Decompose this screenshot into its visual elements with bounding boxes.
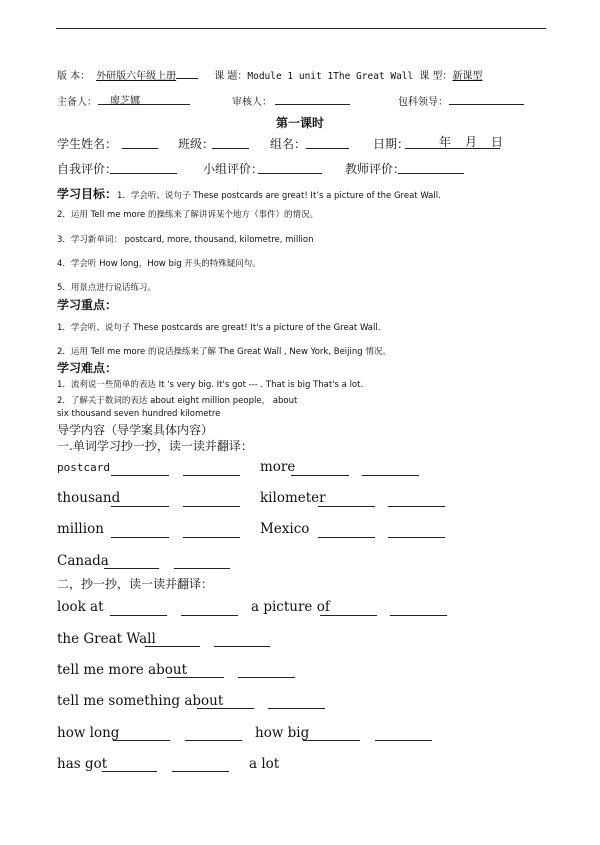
lesson-label: 课 题： bbox=[214, 71, 248, 82]
answer-blank[interactable] bbox=[181, 615, 238, 616]
teacher-eval-label: 教师评价： bbox=[345, 162, 406, 176]
answer-blank[interactable] bbox=[111, 537, 169, 538]
phrase-tell-me-more-about: tell me more about bbox=[57, 662, 188, 678]
phrase-look-at: look at bbox=[57, 599, 104, 615]
objective-item: 3．学习新单词： postcard, more, thousand, kilometre, million bbox=[57, 235, 314, 245]
preparer-value: 廖芝娜 bbox=[110, 96, 140, 107]
edition-value: 外研版六年级上册 bbox=[96, 71, 177, 82]
answer-blank[interactable] bbox=[111, 475, 169, 476]
answer-blank[interactable] bbox=[104, 568, 159, 569]
phrase-tell-me-something-about: tell me something about bbox=[57, 693, 224, 709]
self-eval-blank[interactable] bbox=[110, 173, 177, 174]
difficulty-item: 1．流利说一些简单的表达 It 's very big. It's got --- . That is big That's a lot. bbox=[57, 380, 364, 390]
group-eval-blank[interactable] bbox=[258, 173, 322, 174]
answer-blank[interactable] bbox=[238, 677, 295, 678]
header-row-1 bbox=[57, 67, 482, 82]
phrase-a-lot: a lot bbox=[249, 756, 280, 772]
answer-blank[interactable] bbox=[362, 475, 419, 476]
part1-title: 一.单词学习抄一抄，读一读并翻译： bbox=[57, 439, 253, 453]
date-year: 年 bbox=[439, 135, 452, 149]
leader-blank[interactable] bbox=[449, 104, 524, 105]
answer-blank[interactable] bbox=[183, 475, 240, 476]
class-label: 班级： bbox=[178, 137, 215, 151]
word-postcard: postcard bbox=[57, 461, 110, 474]
date-blank[interactable] bbox=[405, 148, 500, 149]
type-label: 课 型： bbox=[419, 71, 453, 82]
objective-item: 2．运用 Tell me more 的操练来了解讲诉某个地方（事件）的情况。 bbox=[57, 210, 318, 220]
section-title: 第一课时 bbox=[276, 116, 325, 130]
date-day: 日 bbox=[491, 135, 504, 149]
answer-blank[interactable] bbox=[145, 646, 200, 647]
key-point-item: 2．运用 Tell me more 的说话操练来了解 The Great Wall , New York, Beijing 情况。 bbox=[57, 347, 391, 357]
student-name-blank[interactable] bbox=[122, 148, 158, 149]
answer-blank[interactable] bbox=[172, 771, 229, 772]
teacher-eval-blank[interactable] bbox=[398, 173, 464, 174]
date-month: 月 bbox=[465, 135, 478, 149]
class-blank[interactable] bbox=[212, 148, 249, 149]
student-name-label: 学生姓名： bbox=[57, 137, 118, 151]
reviewer-blank[interactable] bbox=[275, 104, 350, 105]
phrase-the-great-wall: the Great Wall bbox=[57, 631, 156, 647]
objective-item: 5．用景点进行说话练习。 bbox=[57, 283, 156, 293]
answer-blank[interactable] bbox=[102, 771, 157, 772]
answer-blank[interactable] bbox=[291, 475, 349, 476]
word-canada: Canada bbox=[57, 553, 109, 569]
edition-underline bbox=[176, 67, 198, 79]
part2-title: 二，抄一抄，读一读并翻译： bbox=[57, 577, 214, 591]
objectives-heading: 学习目标： bbox=[57, 187, 118, 201]
answer-blank[interactable] bbox=[185, 740, 242, 741]
difficulty-item: six thousand seven hundred kilometre bbox=[57, 409, 221, 419]
phrase-a-picture-of: a picture of bbox=[251, 599, 330, 615]
difficulty-item: 2．了解关于数词的表达 about eight million people， about bbox=[57, 396, 298, 406]
answer-blank[interactable] bbox=[183, 537, 240, 538]
answer-blank[interactable] bbox=[113, 740, 170, 741]
preparer-label: 主备人： bbox=[57, 97, 97, 108]
objective-item: 4．学会听 How long，How big 开头的特殊疑问句。 bbox=[57, 259, 261, 269]
self-eval-label: 自我评价： bbox=[57, 162, 118, 176]
phrase-how-big: how big bbox=[255, 725, 310, 741]
top-rule bbox=[56, 28, 546, 29]
leader-label: 包科领导： bbox=[398, 97, 448, 108]
group-eval-label: 小组评价： bbox=[203, 162, 264, 176]
phrase-has-got: has got bbox=[57, 756, 108, 772]
answer-blank[interactable] bbox=[318, 506, 375, 507]
word-mexico: Mexico bbox=[260, 521, 310, 537]
word-more: more bbox=[260, 459, 296, 475]
phrase-how-long: how long bbox=[57, 725, 120, 741]
answer-blank[interactable] bbox=[111, 506, 169, 507]
answer-blank[interactable] bbox=[390, 615, 447, 616]
word-kilometer: kilometer bbox=[260, 490, 326, 506]
difficulties-heading: 学习难点： bbox=[57, 361, 118, 375]
answer-blank[interactable] bbox=[174, 568, 230, 569]
answer-blank[interactable] bbox=[320, 615, 377, 616]
group-label: 组名： bbox=[270, 137, 307, 151]
lesson-value: Module 1 unit 1The Great Wall bbox=[247, 71, 414, 82]
word-million: million bbox=[57, 521, 104, 537]
answer-blank[interactable] bbox=[388, 506, 445, 507]
type-value: 新课型 bbox=[452, 71, 483, 82]
answer-blank[interactable] bbox=[183, 506, 240, 507]
answer-blank[interactable] bbox=[110, 615, 167, 616]
reviewer-label: 审核人： bbox=[232, 97, 272, 108]
objectives-line-1 bbox=[57, 183, 441, 202]
objective-item: 1．学会听、说句子 These postcards are great! It’s a picture of the Great Wall. bbox=[117, 191, 441, 201]
date-label: 日期： bbox=[373, 137, 410, 151]
answer-blank[interactable] bbox=[214, 646, 270, 647]
answer-blank[interactable] bbox=[197, 708, 254, 709]
edition-label: 版 本： bbox=[57, 71, 91, 82]
answer-blank[interactable] bbox=[268, 708, 325, 709]
key-point-item: 1．学会听、说句子 These postcards are great! It's a picture of the Great Wall. bbox=[57, 323, 381, 333]
guide-title: 导学内容（导学案具体内容） bbox=[57, 423, 214, 437]
word-thousand: thousand bbox=[57, 490, 121, 506]
answer-blank[interactable] bbox=[318, 537, 375, 538]
answer-blank[interactable] bbox=[167, 677, 224, 678]
key-points-heading: 学习重点： bbox=[57, 298, 118, 312]
group-blank[interactable] bbox=[306, 148, 349, 149]
answer-blank[interactable] bbox=[388, 537, 445, 538]
answer-blank[interactable] bbox=[303, 740, 360, 741]
answer-blank[interactable] bbox=[375, 740, 432, 741]
